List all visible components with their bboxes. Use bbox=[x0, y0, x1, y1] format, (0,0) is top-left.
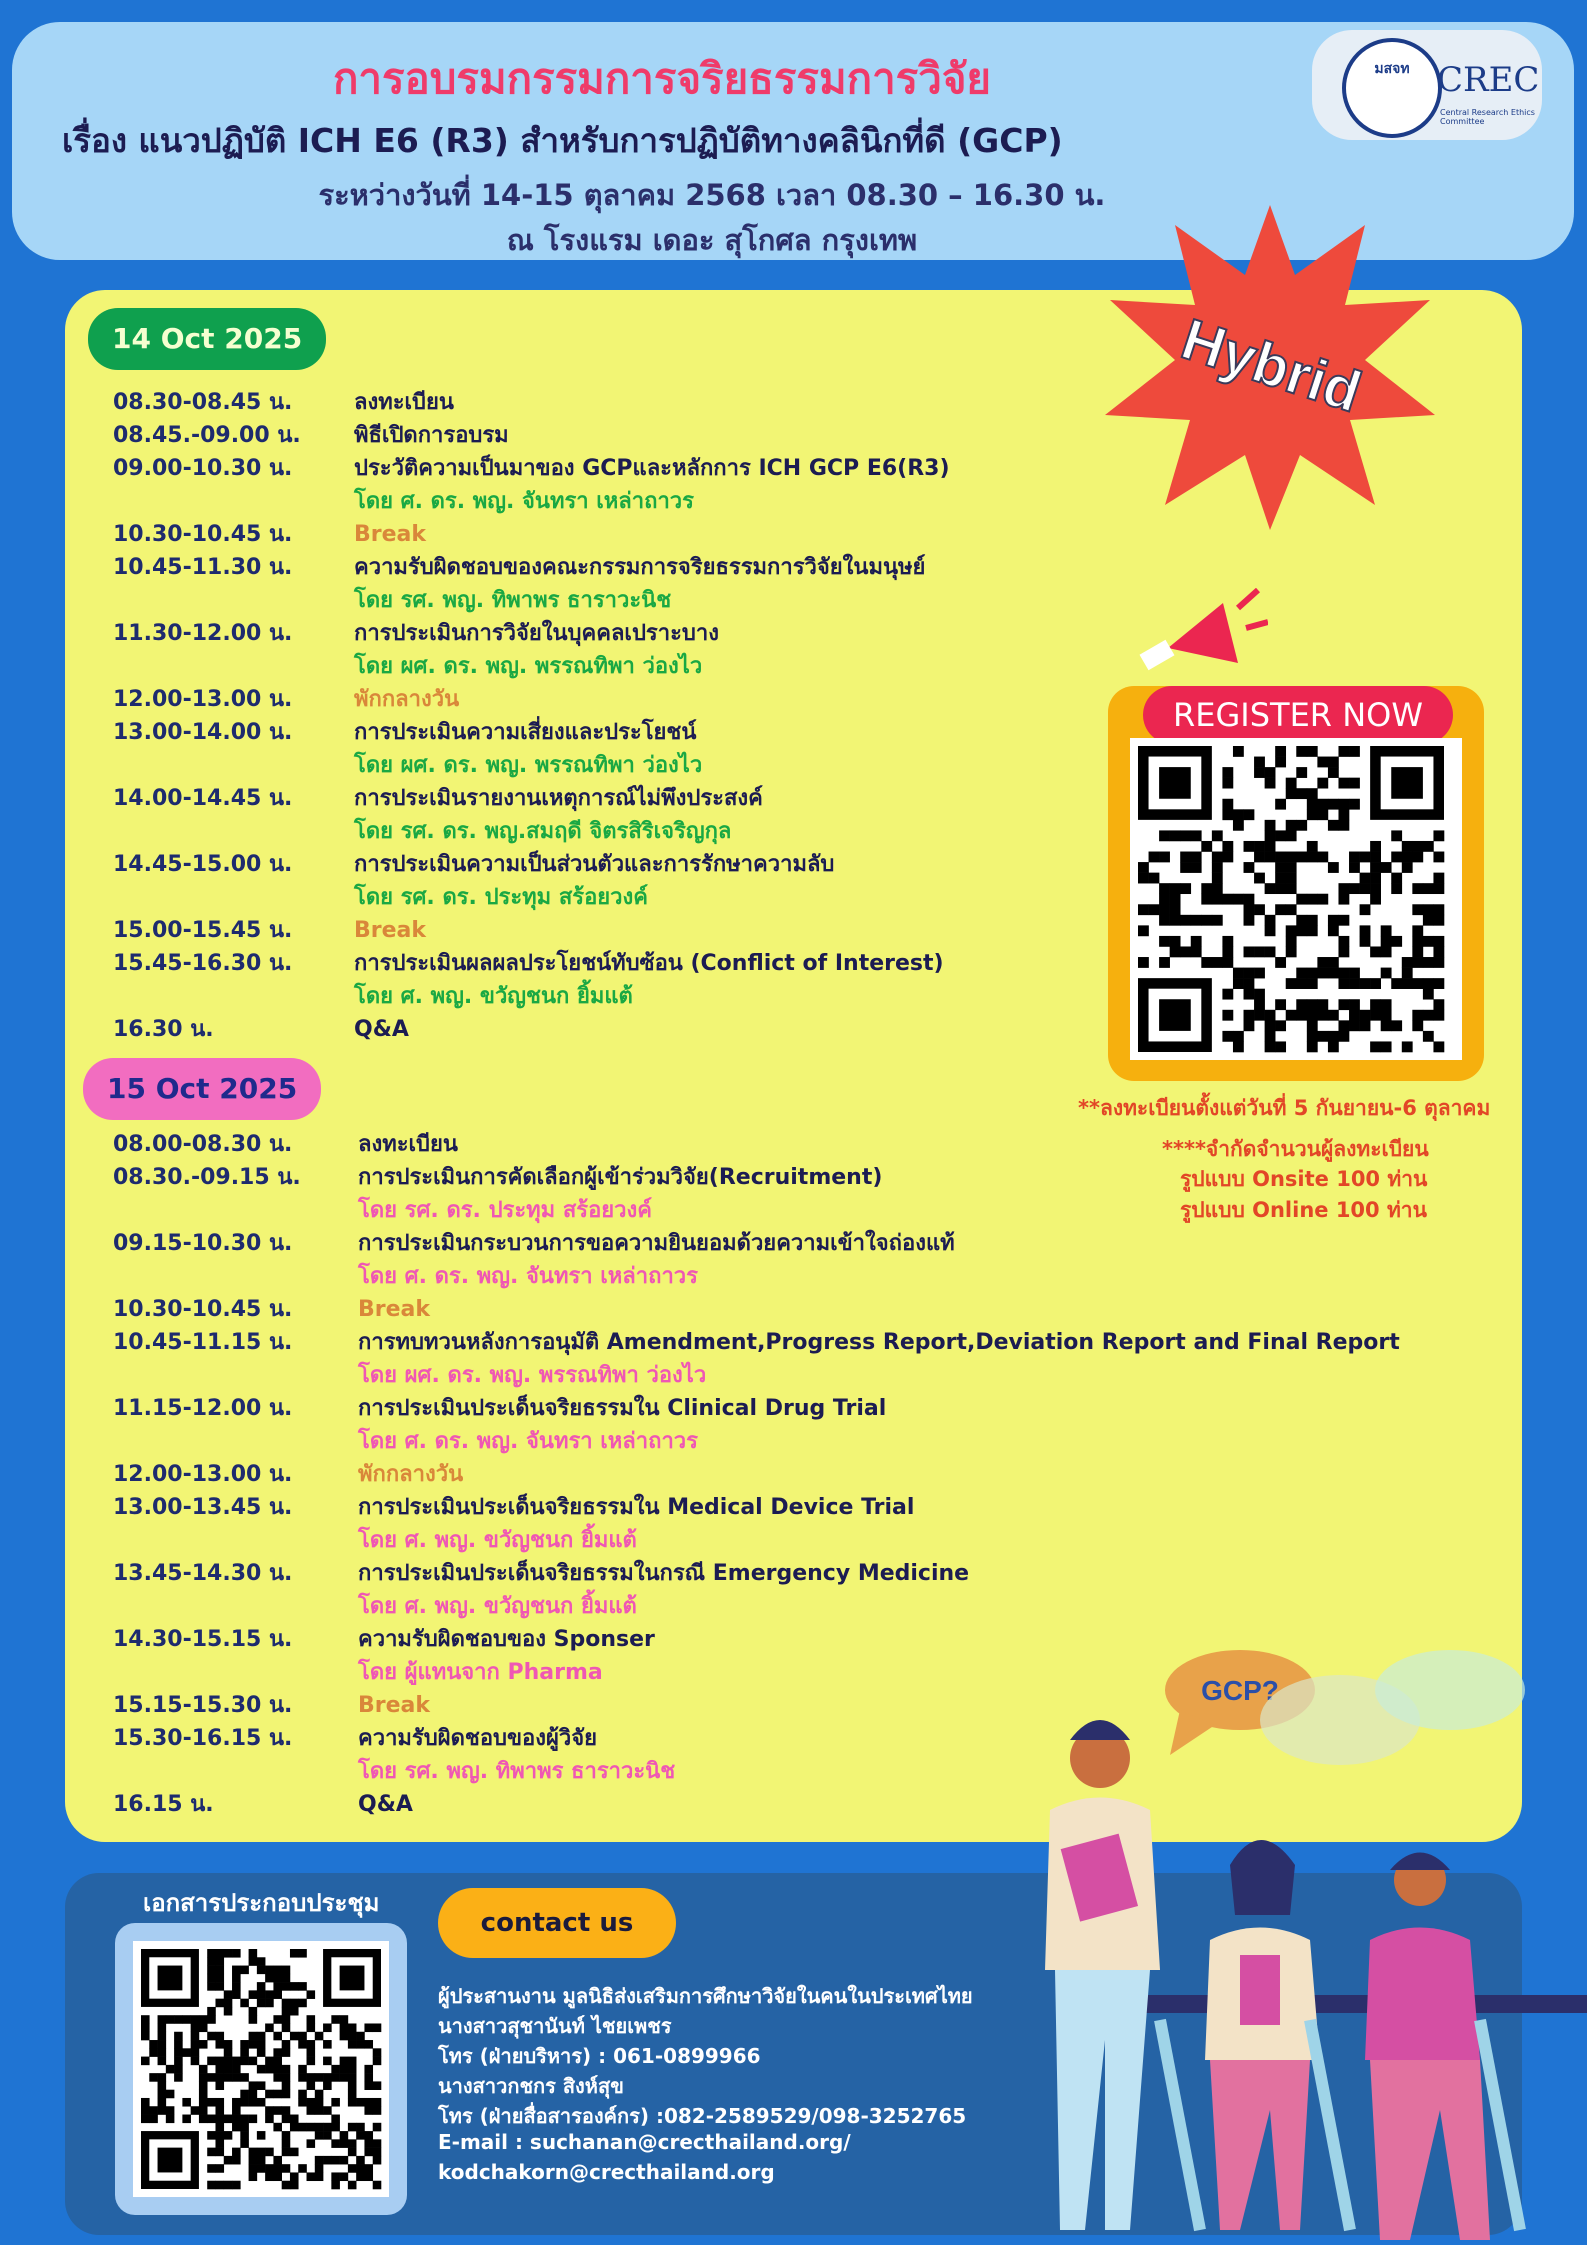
schedule-speaker: โดย ผู้แทนจาก Pharma bbox=[358, 1660, 603, 1685]
schedule-topic: การประเมินรายงานเหตุการณ์ไม่พึงประสงค์ bbox=[354, 786, 763, 811]
documents-label: เอกสารประกอบประชุม bbox=[143, 1889, 380, 1917]
schedule-speaker: โดย ศ. พญ. ขวัญชนก ยิ้มแต้ bbox=[358, 1594, 637, 1619]
schedule-speaker: โดย ศ. พญ. ขวัญชนก ยิ้มแต้ bbox=[358, 1528, 637, 1553]
schedule-time: 13.00-13.45 น. bbox=[113, 1495, 293, 1520]
schedule-speaker: โดย ศ. ดร. พญ. จันทรา เหล่าถาวร bbox=[358, 1264, 698, 1289]
register-limit: ****จำกัดจำนวนผู้ลงทะเบียน bbox=[1162, 1137, 1429, 1161]
schedule-time: 15.15-15.30 น. bbox=[113, 1693, 293, 1718]
schedule-time: 08.00-08.30 น. bbox=[113, 1132, 293, 1157]
contact-line: โทร (ฝ่ายบริหาร) : 061-0899966 bbox=[438, 2044, 761, 2068]
schedule-topic: ความรับผิดชอบของคณะกรรมการจริยธรรมการวิจัยในมนุษย์ bbox=[354, 555, 926, 580]
schedule-time: 14.00-14.45 น. bbox=[113, 786, 293, 811]
schedule-break: Break bbox=[354, 918, 427, 943]
logo-group bbox=[1312, 30, 1542, 140]
schedule-topic: การทบทวนหลังการอนุมัติ Amendment,Progress Report,Deviation Report and Final Report bbox=[358, 1330, 1400, 1355]
schedule-time: 16.30 น. bbox=[113, 1017, 214, 1042]
table bbox=[1130, 1995, 1587, 2013]
schedule-topic: การประเมินการคัดเลือกผู้เข้าร่วมวิจัย(Recruitment) bbox=[358, 1165, 883, 1190]
schedule-time: 08.30-08.45 น. bbox=[113, 390, 293, 415]
schedule-topic: การประเมินการวิจัยในบุคคลเปราะบาง bbox=[354, 621, 719, 646]
event-dates: ระหว่างวันที่ 14-15 ตุลาคม 2568 เวลา 08.30 – 16.30 น. bbox=[318, 178, 1106, 212]
schedule-speaker: โดย รศ. ดร. ประทุม สร้อยวงค์ bbox=[354, 885, 648, 910]
megaphone-icon bbox=[1128, 588, 1268, 698]
schedule-topic: ความรับผิดชอบของผู้วิจัย bbox=[358, 1726, 598, 1751]
speech-bubble bbox=[1375, 1650, 1525, 1730]
schedule-time: 11.15-12.00 น. bbox=[113, 1396, 293, 1421]
schedule-speaker: โดย ผศ. ดร. พญ. พรรณทิพา ว่องไว bbox=[358, 1363, 707, 1388]
day1-tag: 14 Oct 2025 bbox=[88, 308, 326, 370]
documents-qr-code[interactable] bbox=[133, 1941, 389, 2197]
contact-line: นางสาวสุชานันท์ ไชยเพชร bbox=[438, 2014, 672, 2038]
schedule-speaker: โดย ศ. พญ. ขวัญชนก ยิ้มแต้ bbox=[354, 984, 633, 1009]
schedule-time: 15.45-16.30 น. bbox=[113, 951, 293, 976]
schedule-speaker: โดย ผศ. ดร. พญ. พรรณทิพา ว่องไว bbox=[354, 654, 703, 679]
schedule-time: 12.00-13.00 น. bbox=[113, 687, 293, 712]
schedule-speaker: โดย ศ. ดร. พญ. จันทรา เหล่าถาวร bbox=[358, 1429, 698, 1454]
register-online: รูปแบบ Online 100 ท่าน bbox=[1180, 1198, 1427, 1222]
schedule-time: 10.30-10.45 น. bbox=[113, 1297, 293, 1322]
schedule-speaker: โดย ศ. ดร. พญ. จันทรา เหล่าถาวร bbox=[354, 489, 694, 514]
schedule-speaker: โดย รศ. ดร. พญ.สมฤดี จิตรสิริเจริญกุล bbox=[354, 819, 732, 844]
register-onsite: รูปแบบ Onsite 100 ท่าน bbox=[1180, 1167, 1428, 1191]
schedule-topic: ความรับผิดชอบของ Sponser bbox=[358, 1627, 655, 1652]
schedule-topic: พิธีเปิดการอบรม bbox=[354, 423, 509, 448]
schedule-topic: การประเมินกระบวนการขอความยินยอมด้วยความเข้าใจถ่องแท้ bbox=[358, 1231, 955, 1256]
contact-line: ผู้ประสานงาน มูลนิธิส่งเสริมการศึกษาวิจัยในคนในประเทศไทย bbox=[438, 1984, 973, 2008]
schedule-time: 16.15 น. bbox=[113, 1792, 214, 1817]
schedule-topic: การประเมินความเป็นส่วนตัวและการรักษาความลับ bbox=[354, 852, 835, 877]
contact-email[interactable]: E-mail : suchanan@crecthailand.org/ bbox=[438, 2130, 851, 2154]
hybrid-starburst bbox=[1095, 195, 1445, 535]
schedule-time: 10.30-10.45 น. bbox=[113, 522, 293, 547]
people-illustration bbox=[1010, 1640, 1587, 2245]
schedule-break: Break bbox=[354, 522, 427, 547]
register-deadline: **ลงทะเบียนตั้งแต่วันที่ 5 กันยายน-6 ตุลาคม bbox=[1078, 1096, 1491, 1120]
schedule-time: 13.45-14.30 น. bbox=[113, 1561, 293, 1586]
foundation-logo: มสจท bbox=[1342, 38, 1442, 138]
crec-logo: CREC bbox=[1437, 60, 1540, 100]
schedule-time: 09.15-10.30 น. bbox=[113, 1231, 293, 1256]
schedule-topic: การประเมินประเด็นจริยธรรมใน Clinical Drug Trial bbox=[358, 1396, 887, 1421]
contact-email[interactable]: kodchakorn@crecthailand.org bbox=[438, 2160, 775, 2184]
schedule-speaker: โดย รศ. พญ. ทิพาพร ธาราวะนิช bbox=[354, 588, 672, 613]
register-qr-code[interactable] bbox=[1130, 738, 1462, 1060]
schedule-topic: การประเมินประเด็นจริยธรรมใน Medical Device Trial bbox=[358, 1495, 915, 1520]
schedule-topic: Q&A bbox=[358, 1792, 413, 1817]
schedule-time: 15.30-16.15 น. bbox=[113, 1726, 293, 1751]
schedule-time: 10.45-11.30 น. bbox=[113, 555, 293, 580]
schedule-time: 14.30-15.15 น. bbox=[113, 1627, 293, 1652]
schedule-time: 09.00-10.30 น. bbox=[113, 456, 293, 481]
schedule-time: 12.00-13.00 น. bbox=[113, 1462, 293, 1487]
contact-us-button[interactable]: contact us bbox=[438, 1888, 676, 1958]
schedule-break: Break bbox=[358, 1693, 431, 1718]
hybrid-label: Hybrid bbox=[1173, 306, 1369, 426]
schedule-topic: ประวัติความเป็นมาของ GCPและหลักการ ICH GCP E6(R3) bbox=[354, 456, 950, 481]
day2-tag: 15 Oct 2025 bbox=[83, 1058, 321, 1120]
page-subtitle: เรื่อง แนวปฏิบัติ ICH E6 (R3) สำหรับการปฏิบัติทางคลินิกที่ดี (GCP) bbox=[62, 121, 1063, 160]
schedule-topic: Q&A bbox=[354, 1017, 409, 1042]
crec-logo-subtitle: Central Research Ethics Committee bbox=[1440, 108, 1535, 126]
schedule-break: พักกลางวัน bbox=[358, 1462, 464, 1487]
schedule-speaker: โดย รศ. ดร. ประทุม สร้อยวงค์ bbox=[358, 1198, 652, 1223]
gcp-bubble-text: GCP? bbox=[1201, 1675, 1279, 1706]
schedule-time: 10.45-11.15 น. bbox=[113, 1330, 293, 1355]
schedule-time: 08.45.-09.00 น. bbox=[113, 423, 301, 448]
schedule-speaker: โดย รศ. พญ. ทิพาพร ธาราวะนิช bbox=[358, 1759, 676, 1784]
schedule-time: 14.45-15.00 น. bbox=[113, 852, 293, 877]
schedule-break: Break bbox=[358, 1297, 431, 1322]
schedule-topic: การประเมินประเด็นจริยธรรมในกรณี Emergency Medicine bbox=[358, 1561, 970, 1586]
contact-line: นางสาวกชกร สิงห์สุข bbox=[438, 2074, 624, 2098]
schedule-topic: ลงทะเบียน bbox=[354, 390, 454, 415]
page-title: การอบรมกรรมการจริยธรรมการวิจัย bbox=[332, 54, 992, 103]
schedule-speaker: โดย ผศ. ดร. พญ. พรรณทิพา ว่องไว bbox=[354, 753, 703, 778]
schedule-topic: การประเมินผลผลประโยชน์ทับซ้อน (Conflict of Interest) bbox=[354, 951, 944, 976]
event-venue: ณ โรงแรม เดอะ สุโกศล กรุงเทพ bbox=[506, 223, 918, 257]
schedule-time: 08.30.-09.15 น. bbox=[113, 1165, 301, 1190]
schedule-time: 11.30-12.00 น. bbox=[113, 621, 293, 646]
schedule-topic: ลงทะเบียน bbox=[358, 1132, 458, 1157]
schedule-time: 15.00-15.45 น. bbox=[113, 918, 293, 943]
register-box[interactable] bbox=[1108, 686, 1484, 1081]
register-now-button[interactable]: REGISTER NOW bbox=[1143, 686, 1453, 744]
schedule-topic: การประเมินความเสี่ยงและประโยชน์ bbox=[354, 720, 697, 745]
contact-line: โทร (ฝ่ายสื่อสารองค์กร) :082-2589529/098-3252765 bbox=[438, 2104, 967, 2128]
schedule-break: พักกลางวัน bbox=[354, 687, 460, 712]
schedule-time: 13.00-14.00 น. bbox=[113, 720, 293, 745]
documents-qr-frame bbox=[115, 1923, 407, 2215]
